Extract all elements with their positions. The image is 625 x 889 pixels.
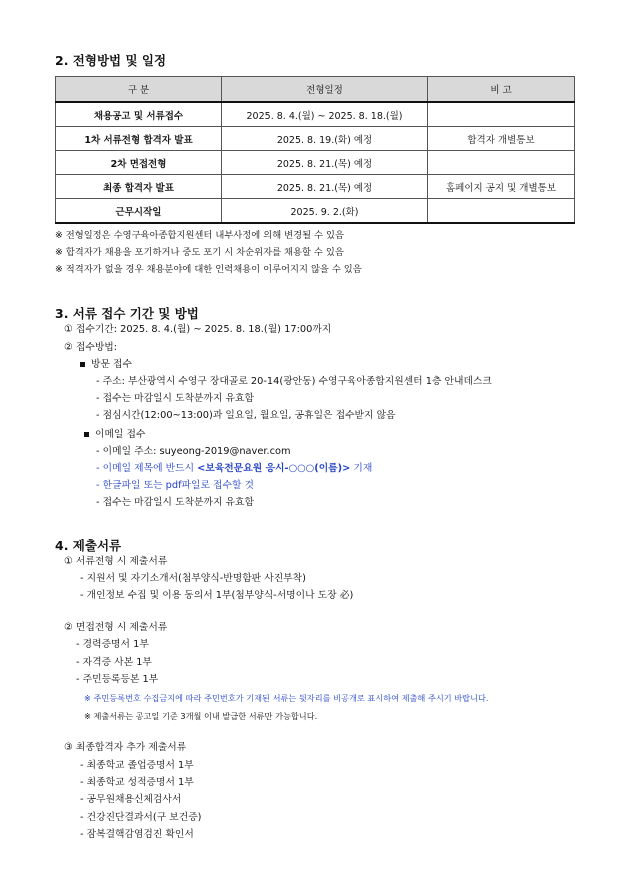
docs-item: - 주민등록등본 1부 [76,674,159,685]
row-date: 2025. 8. 4.(월) ~ 2025. 8. 18.(월) [222,102,428,127]
table-row [56,102,575,127]
docs-group-2-label: ② 면접전형 시 제출서류 [64,622,168,633]
reception-method: ② 접수방법: [64,342,118,353]
schedule-note-2: ※ 합격자가 채용을 포기하거나 중도 포기 시 차순위자를 채용할 수 있음 [55,247,344,258]
schedule-note-3: ※ 적격자가 없을 경우 채용분야에 대한 인력채용이 이루어지지 않을 수 있음 [55,264,362,275]
docs-group-1-label: ① 서류전형 시 제출서류 [64,556,168,567]
section-2-title: 2. 전형방법 및 일정 [55,53,167,68]
row-date: 2025. 8. 21.(목) 예정 [222,175,428,199]
docs-item: - 건강진단결과서(구 보건증) [80,812,202,823]
email-valid: - 접수는 마감일시 도착분까지 유효함 [96,497,254,508]
header-remarks: 비 고 [428,77,575,103]
visit-closed: - 점심시간(12:00~13:00)과 일요일, 월요일, 공휴일은 접수받지 않음 [96,410,396,421]
table-row [56,199,575,224]
schedule-note-1: ※ 전형일정은 수영구육아종합지원센터 내부사정에 의해 변경될 수 있음 [55,230,344,241]
docs-item: - 경력증명서 1부 [76,639,149,650]
row-date: 2025. 8. 21.(목) 예정 [222,151,428,175]
docs-item: - 최종학교 졸업증명서 1부 [80,760,194,771]
table-row [56,127,575,151]
email-address: - 이메일 주소: suyeong-2019@naver.com [96,446,291,457]
docs-item: - 지원서 및 자기소개서(첨부양식-반명함판 사진부착) [80,573,306,584]
issue-date-note: ※ 제출서류는 공고일 기준 3개월 이내 발급한 서류만 가능합니다. [84,711,318,721]
docs-group-3-label: ③ 최종합격자 추가 제출서류 [64,742,187,753]
visit-valid: - 접수는 마감일시 도착분까지 유효함 [96,393,254,404]
header-schedule: 전형일정 [222,77,428,103]
row-item: 채용공고 및 서류접수 [56,102,222,127]
email-reception-label: 이메일 접수 [84,428,145,442]
row-item: 1차 서류전형 합격자 발표 [56,127,222,151]
docs-item: - 자격증 사본 1부 [76,657,152,668]
docs-item: - 개인정보 수집 및 이용 동의서 1부(첨부양식-서명이나 도장 必) [80,590,354,601]
table-header-row [56,77,575,103]
docs-item: - 최종학교 성적증명서 1부 [80,777,194,788]
section-3-title: 3. 서류 접수 기간 및 방법 [55,306,199,321]
table-row [56,151,575,175]
row-note: 합격자 개별통보 [428,127,575,151]
row-note [428,102,575,127]
bullet-square-icon [84,432,89,437]
docs-item: - 잠복결핵감염검진 확인서 [80,829,194,840]
docs-item: - 공무원채용신체검사서 [80,794,182,805]
section-4-title: 4. 제출서류 [55,538,122,553]
row-item: 2차 면접전형 [56,151,222,175]
visit-reception-label: 방문 접수 [80,358,132,372]
email-subject: - 이메일 제목에 반드시 <보육전문요원 응시-○○○(이름)> 기재 [96,463,373,474]
schedule-table [55,76,575,224]
resident-number-note: ※ 주민등록번호 수집금지에 따라 주민번호가 기재된 서류는 뒷자리를 비공개로 표시하여 제출해 주시기 바랍니다. [84,693,489,703]
row-note: 홈페이지 공지 및 개별통보 [428,175,575,199]
table-row [56,175,575,199]
header-category: 구 분 [56,77,222,103]
bullet-square-icon [80,362,85,367]
row-note [428,151,575,175]
row-item: 최종 합격자 발표 [56,175,222,199]
row-date: 2025. 9. 2.(화) [222,199,428,224]
email-file-type: - 한글파일 또는 pdf파일로 접수할 것 [96,480,255,491]
row-item: 근무시작일 [56,199,222,224]
row-date: 2025. 8. 19.(화) 예정 [222,127,428,151]
visit-address: - 주소: 부산광역시 수영구 장대골로 20-14(광안동) 수영구육아종합지원센터 1층 안내데스크 [96,376,492,387]
reception-period: ① 접수기간: 2025. 8. 4.(월) ~ 2025. 8. 18.(월) 17:00까지 [64,324,332,335]
row-note [428,199,575,224]
